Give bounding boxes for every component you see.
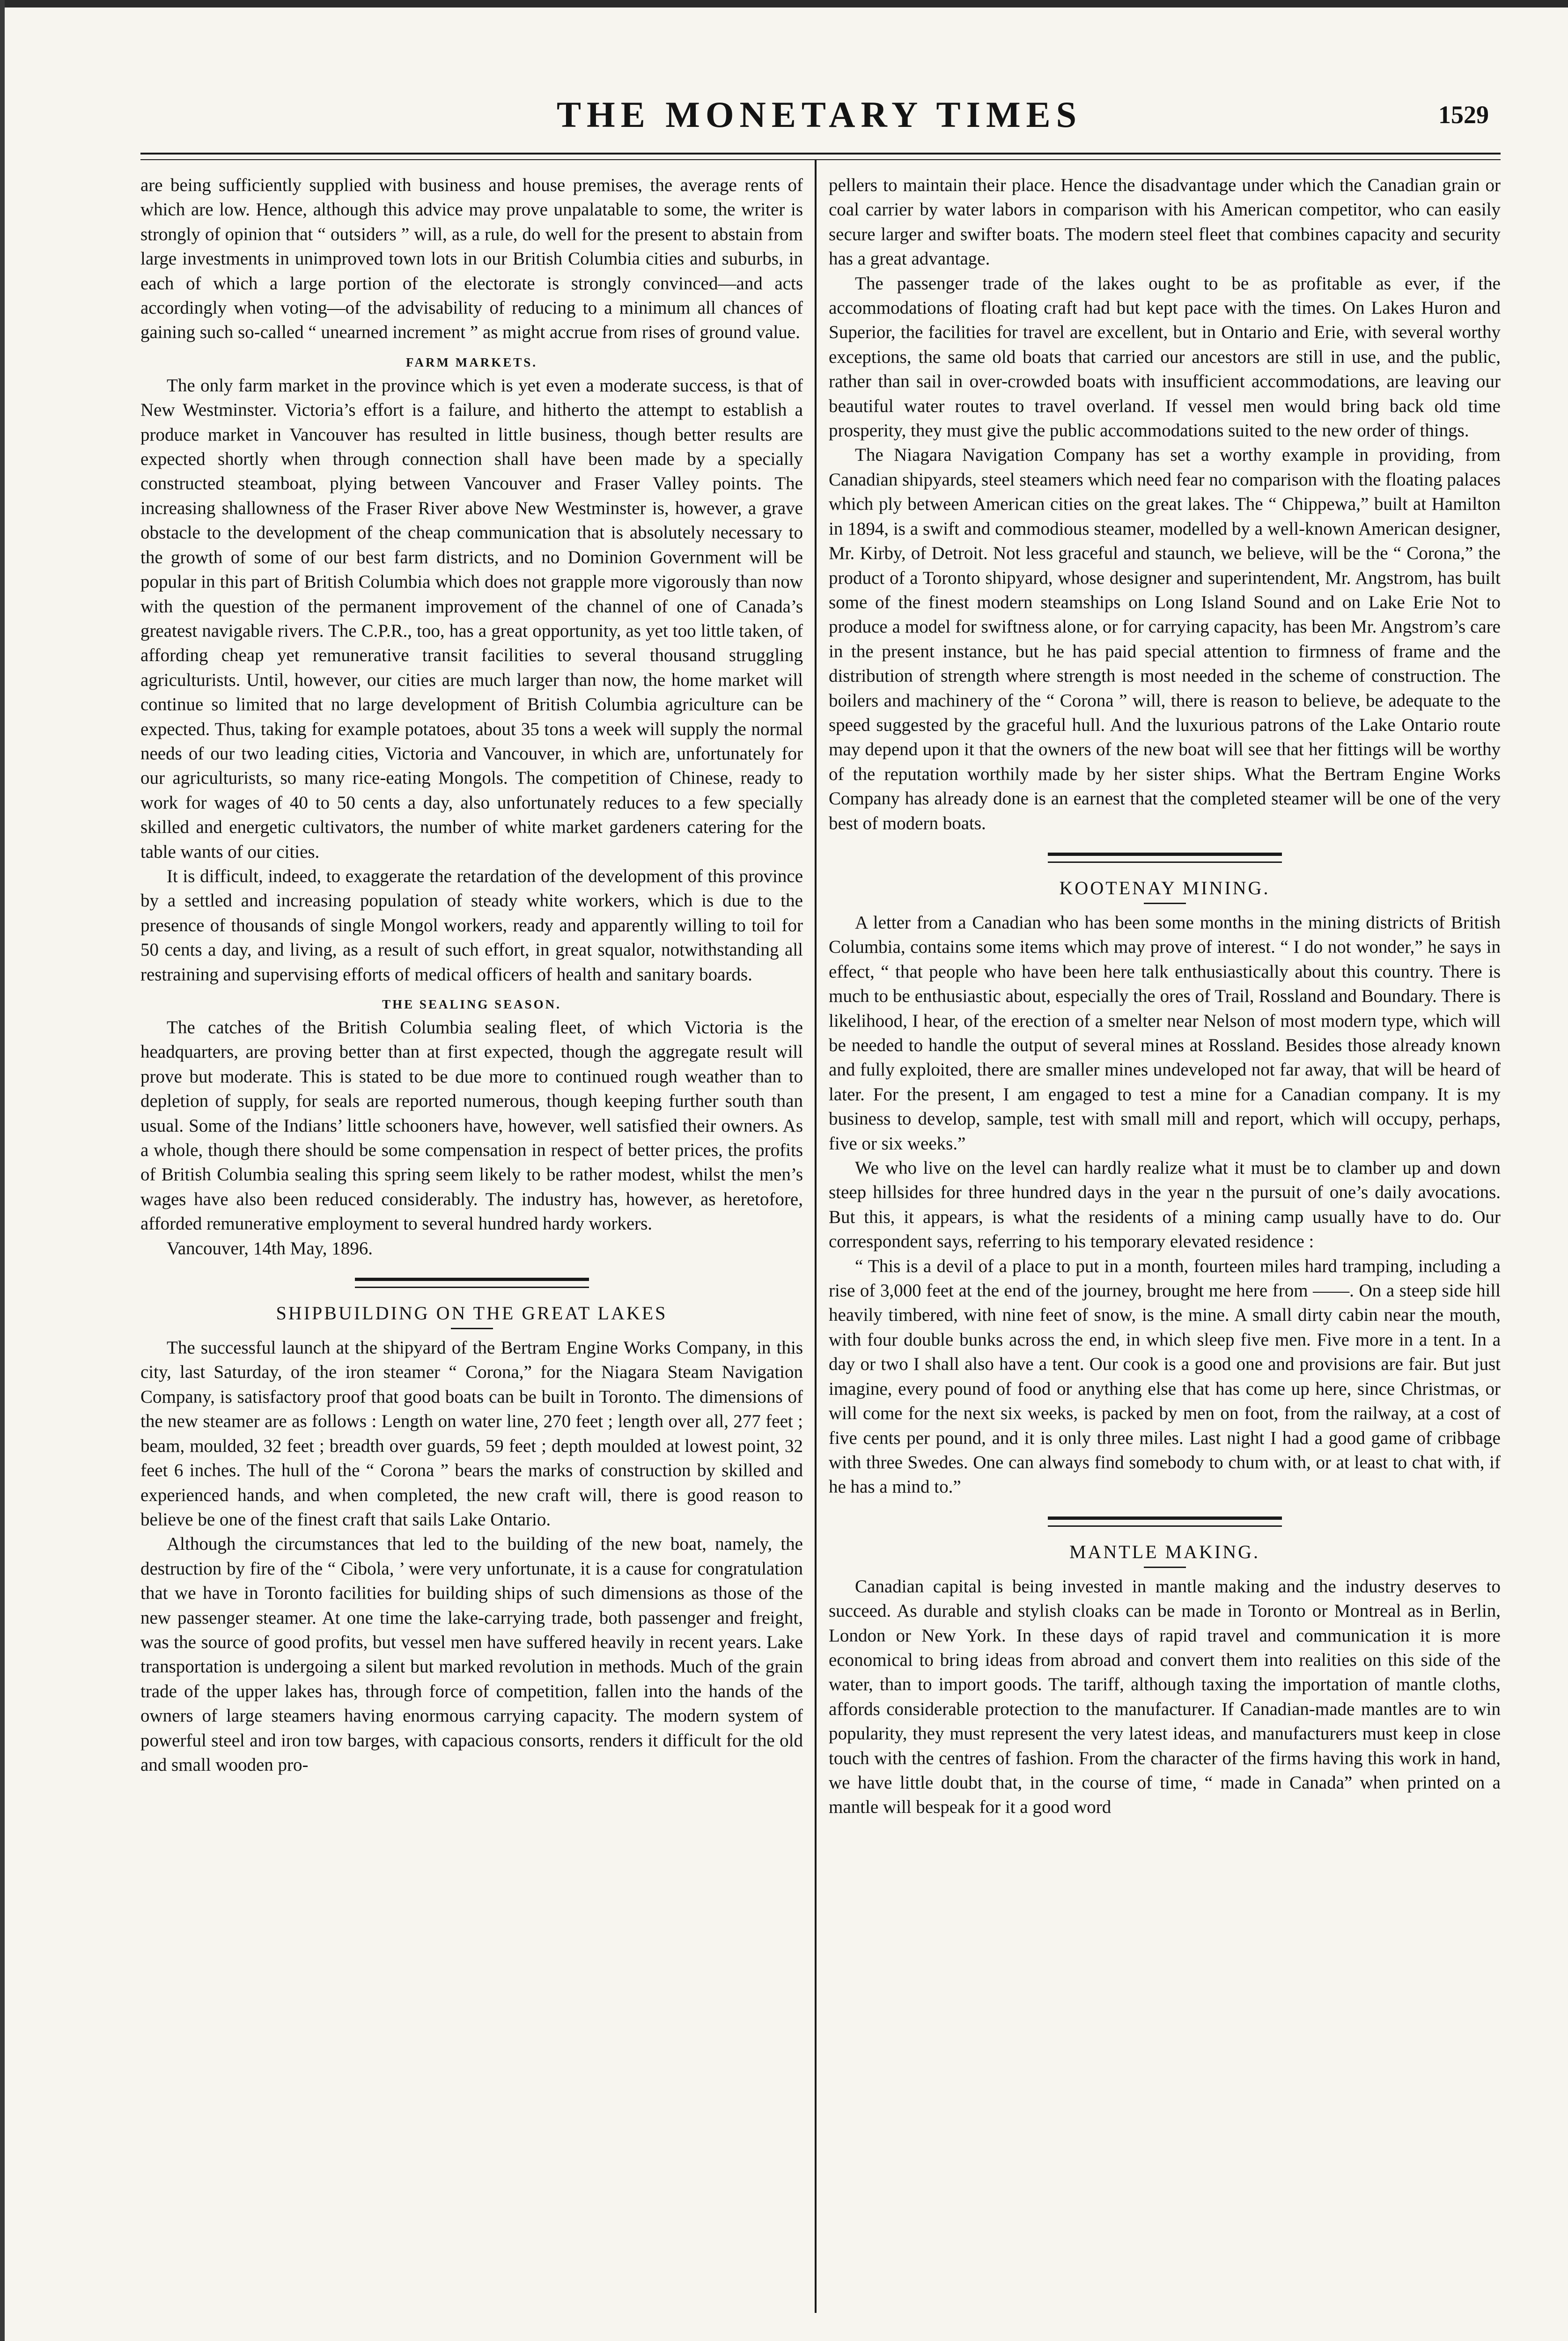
header-rule-thin xyxy=(140,159,1501,160)
paragraph: Canadian capital is being invested in mantle making and the industry deserves to succeed. As durable and stylish cloaks can be made in Toronto or Montreal as in Berlin, London or New York. In these days of rapid travel and communication it is more economical to bring ideas from abroad and convert them into realities on this side of the water, than to import goods. The tariff, although taxing the importation of mantle cloths, affords considerable protection to the manufacturer. If Canadian-made mantles are to win popularity, they must represent the very latest ideas, and manufacturers must keep in close touch with the centres of fashion. From the character of the firms having this work in hand, we have little doubt that, in the course of time, “ made in Canada” when printed on a mantle will bespeak for it a good word xyxy=(829,1576,1501,1818)
article-separator xyxy=(1048,853,1282,863)
paragraph: We who live on the level can hardly realize what it must be to clamber up and down steep hillsides for three hundred days in the year n the pursuit of one’s daily avocations. But this, it appears, is what the residents of a mining camp usually have to do. Our correspondent says, referring to his temporary elevated residence : xyxy=(829,1158,1501,1252)
paragraph: “ This is a devil of a place to put in a month, fourteen miles hard tramping, including a rise of 3,000 feet at the end of the journey, brought me here from ——. On a steep side hill heavily timbered, with nine feet of snow, is the mine. A small dirty cabin near the mouth, with four double bunks across the end, in which sleep five men. Five more in a tent. In a day or two I shall also have a tent. Our cook is a good one and provisions are fair. But just imagine, every pound of food or anything else that has come up here, since Christmas, or will come for the next six weeks, is packed by men on foot, from the railway, at a cost of five cents per pound, and it is only three miles. Last night I had a good game of cribbage with three Swedes. One can always find somebody to chum with, or at least to chat with, if he has a mind to.” xyxy=(829,1256,1501,1497)
left-column xyxy=(140,173,803,1777)
column-divider xyxy=(815,159,817,2313)
masthead xyxy=(140,94,1498,145)
paragraph: The only farm market in the province which is yet even a moderate success, is that of New Westminster. Victoria’s effort is a failure, and hitherto the attempt to establish a produce market in Vancouver has resulted in little business, though better results are expected shortly when through connection shall have been made by a specially constructed steamboat, plying between Vancouver and Fraser Valley points. The increasing shallowness of the Fraser River above New Westminster is, however, a grave obstacle to the development of the cheap communication that is absolutely necessary to the growth of some of our best farm districts, and no Dominion Government will be popular in this part of British Columbia which does not grapple more vigorously than now with the question of the permanent improvement of the channel of one of Canada’s greatest navigable rivers. The C.P.R., too, has a great opportunity, as yet too little taken, of affording cheap yet remunerative transit facilities to several thousand struggling agriculturists. Until, however, our cities are much larger than now, the home market will continue so limited that no large development of British Columbia agriculture can be expected. Thus, taking for example potatoes, about 35 tons a week will supply the normal needs of our two leading cities, Victoria and Vancouver, in which are, unfortunately for our agriculturists, so many rice-eating Mongols. The competition of Chinese, ready to work for wages of 40 to 50 cents a day, also unfortunately reduces to a few specially skilled and energetic cultivators, the number of white market gardeners catering for the table wants of our cities. xyxy=(140,375,803,862)
section-heading-sealing-season: THE SEALING SEASON. xyxy=(382,997,561,1011)
header-rule xyxy=(140,153,1501,155)
article-title-shipbuilding: SHIPBUILDING ON THE GREAT LAKES xyxy=(140,1302,803,1329)
paragraph: A letter from a Canadian who has been some months in the mining districts of British Columbia, contains some items which may prove of interest. “ I do not wonder,” he says in effect, “ that people who have been here talk enthusiastically about this country. There is much to be enthusiastic about, especially the ores of Trail, Rossland and Boundary. There is likelihood, I hear, of the erection of a smelter near Nelson of most modern type, which will be needed to handle the output of several mines at Rossland. Besides those already known and fully exploited, there are smaller mines undeveloped not far away, that will be heard of later. For the present, I am engaged to test a mine for a Canadian company. It is my business to develop, sample, test with small mill and report, which will occupy, perhaps, five or six weeks.” xyxy=(829,912,1501,1154)
paragraph: The passenger trade of the lakes ought to be as profitable as ever, if the accommodations of floating craft had but kept pace with the times. On Lakes Huron and Superior, the facilities for travel are excellent, but in Ontario and Erie, with several worthy exceptions, the same old boats that carried our ancestors are still in use, and the public, rather than sail in over-crowded boats with insufficient accommodations, are leaving our beautiful water routes to travel overland. If vessel men would bring back old time prosperity, they must give the public accommodations suited to the new order of things. xyxy=(829,273,1501,441)
paragraph: Although the circumstances that led to the building of the new boat, namely, the destruction by fire of the “ Cibola, ’ were very unfortunate, it is a cause for congratulation that we have in Toronto facilities for building ships of such dimensions as those of the new passenger steamer. At one time the lake-carrying trade, both passenger and freight, was the source of good profits, but vessel men have suffered heavily in recent years. Lake transportation is undergoing a silent but marked revolution in methods. Much of the grain trade of the upper lakes has, through force of competition, fallen into the hands of the owners of large steamers having enormous carrying capacity. The modern system of powerful steel and iron tow barges, with capacious consorts, renders it difficult for the old and small wooden pro- xyxy=(140,1534,803,1775)
right-column xyxy=(829,173,1501,1820)
article-title-kootenay-mining: KOOTENAY MINING. xyxy=(829,877,1501,904)
top-border xyxy=(0,0,1568,7)
page-number: 1529 xyxy=(1438,101,1489,129)
section-heading-farm-markets: FARM MARKETS. xyxy=(406,355,537,369)
paragraph: It is difficult, indeed, to exaggerate the retardation of the development of this province by a settled and increasing population of steady white workers, which is due to the presence of thousands of single Mongol workers, ready and apparently willing to toil for 50 cents a day, and living, as a result of such effort, in great squalor, notwithstanding all restraining and supervising efforts of medical officers of health and sanitary boards. xyxy=(140,866,803,985)
paragraph: The Niagara Navigation Company has set a worthy example in providing, from Canadian shipyards, steel steamers which need fear no comparison with the floating palaces which ply between American cities on the great lakes. The “ Chippewa,” built at Hamilton in 1894, is a swift and commodious steamer, modelled by a well-known American designer, Mr. Kirby, of Detroit. Not less graceful and staunch, we believe, will be the “ Corona,” the product of a Toronto shipyard, whose designer and superintendent, Mr. Angstrom, has built some of the finest modern steamships on Long Island Sound and on Lake Erie Not to produce a model for swiftness alone, or for carrying capacity, has been Mr. Angstrom’s care in the present instance, but he has paid special attention to firmness of frame and the distribution of strength where strength is most needed in the scheme of construction. The boilers and machinery of the “ Corona ” will, there is reason to believe, be adequate to the speed suggested by the graceful hull. And the luxurious patrons of the Lake Ontario route may depend upon it that the owners of the new boat will see that her fittings will be worthy of the reputation worthily made by her sister ships. What the Bertram Engine Works Company has already done is an earnest that the completed steamer will be one of the very best of modern boats. xyxy=(829,445,1501,833)
paragraph: The successful launch at the shipyard of the Bertram Engine Works Company, in this city, last Saturday, of the iron steamer “ Corona,” for the Niagara Steam Navigation Company, is satisfactory proof that good boats can be built in Toronto. The dimensions of the new steamer are as follows : Length on water line, 270 feet ; length over all, 277 feet ; beam, moulded, 32 feet ; breadth over guards, 59 feet ; depth moulded at lowest point, 32 feet 6 inches. The hull of the “ Corona ” bears the marks of construction by skilled and experienced hands, and when completed, the new craft will, there is good reason to believe be one of the finest craft that sails Lake Ontario. xyxy=(140,1338,803,1530)
dateline: Vancouver, 14th May, 1896. xyxy=(167,1238,373,1259)
page-binding-edge xyxy=(0,0,5,2341)
paragraph: pellers to maintain their place. Hence the disadvantage under which the Canadian grain or coal carrier by water labors in comparison with his American competitor, who can easily secure larger and swifter boats. The modern steel fleet that combines capacity and security has a great advantage. xyxy=(829,175,1501,269)
paragraph: are being sufficiently supplied with business and house premises, the average rents of which are low. Hence, although this advice may prove unpalatable to some, the writer is strongly of opinion that “ outsiders ” will, as a rule, do well for the present to abstain from large investments in unimproved town lots in our British Columbia cities and suburbs, in each of which a large portion of the electorate is strongly convinced—and acts accordingly when voting—of the advisability of reducing to a minimum all chances of gaining such so-called “ unearned increment ” as might accrue from rises of ground value. xyxy=(140,175,803,343)
article-separator xyxy=(355,1278,589,1288)
article-title-mantle-making: MANTLE MAKING. xyxy=(829,1541,1501,1568)
publication-title: THE MONETARY TIMES xyxy=(557,94,1082,135)
article-separator xyxy=(1048,1516,1282,1527)
paragraph: The catches of the British Columbia sealing fleet, of which Victoria is the headquarters, are proving better than at first expected, though the aggregate result will prove but moderate. This is stated to be due more to continued rough weather than to depletion of supply, for seals are reported numerous, though keeping further south than usual. Some of the Indians’ little schooners have, however, well satisfied their owners. As a whole, though there should be some compensation in respect of better prices, the profits of British Columbia sealing this spring seem likely to be rather modest, whilst the men’s wages have also been reduced considerably. The industry has, however, as heretofore, afforded remunerative employment to several hundred hardy workers. xyxy=(140,1017,803,1234)
